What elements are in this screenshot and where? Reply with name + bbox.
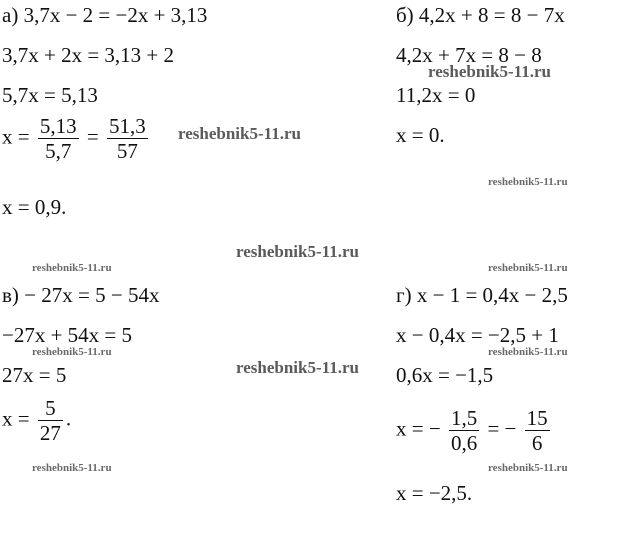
part-g-fraction-2-denominator: 6	[525, 430, 550, 455]
part-a-line-4-equals: =	[86, 124, 99, 149]
part-g-fraction-2-numerator: 15	[526, 406, 548, 430]
watermark: reshebnik5-11.ru	[32, 346, 112, 358]
part-b-line-1: б) 4,2x + 8 = 8 − 7x	[396, 3, 565, 27]
part-g-fraction-2	[525, 406, 550, 455]
part-v-line-4	[2, 396, 71, 445]
part-b-line-2: 4,2x + 7x = 8 − 8	[396, 43, 542, 67]
part-v-fraction-denominator: 27	[39, 421, 61, 445]
part-g-line-5: x = −2,5.	[396, 481, 473, 505]
part-g-line-2: x − 0,4x = −2,5 + 1	[396, 323, 559, 347]
part-g-line-4	[396, 406, 553, 455]
part-a-line-2: 3,7x + 2x = 3,13 + 2	[2, 43, 175, 67]
part-g-fraction-1	[449, 406, 479, 455]
part-b-line-3: 11,2x = 0	[396, 83, 476, 107]
part-g-line-1: г) x − 1 = 0,4x − 2,5	[396, 283, 568, 307]
part-a-line-4-lhs: x =	[2, 124, 30, 149]
part-a-line-5: x = 0,9.	[2, 195, 67, 219]
part-a-fraction-2-numerator: 51,3	[108, 114, 146, 138]
watermark: reshebnik5-11.ru	[488, 462, 568, 474]
part-g-fraction-1-denominator: 0,6	[450, 431, 478, 455]
part-v-fraction-numerator: 5	[45, 396, 56, 420]
part-v-line-3: 27x = 5	[2, 363, 67, 387]
watermark: reshebnik5-11.ru	[178, 124, 301, 143]
part-a-fraction-1	[38, 114, 79, 163]
watermark: reshebnik5-11.ru	[32, 462, 112, 474]
watermark: reshebnik5-11.ru	[236, 358, 359, 377]
part-g-fraction-1-numerator: 1,5	[450, 406, 478, 430]
part-a-fraction-1-denominator: 5,7	[38, 138, 79, 163]
part-v-line-2: −27x + 54x = 5	[2, 323, 133, 347]
part-a-line-3: 5,7x = 5,13	[2, 83, 98, 107]
watermark: reshebnik5-11.ru	[428, 62, 551, 81]
watermark: reshebnik5-11.ru	[488, 262, 568, 274]
part-a-fraction-2	[107, 114, 148, 163]
watermark: reshebnik5-11.ru	[236, 242, 359, 261]
part-a-line-1: а) 3,7x − 2 = −2x + 3,13	[2, 3, 208, 27]
part-b-line-4: x = 0.	[396, 123, 445, 147]
part-a-fraction-1-numerator: 5,13	[39, 114, 77, 138]
part-v-line-4-lhs: x =	[2, 406, 30, 431]
part-a-line-4	[2, 114, 151, 163]
part-g-line-4-equals: = −	[487, 416, 517, 441]
part-v-line-1: в) − 27x = 5 − 54x	[2, 283, 160, 307]
watermark: reshebnik5-11.ru	[488, 176, 568, 188]
part-a-fraction-2-denominator: 57	[107, 138, 148, 163]
watermark: reshebnik5-11.ru	[32, 262, 112, 274]
part-v-fraction	[38, 396, 63, 445]
part-g-line-4-lhs: x = −	[396, 416, 441, 441]
part-v-line-4-period: .	[65, 406, 72, 431]
part-g-line-3: 0,6x = −1,5	[396, 363, 494, 387]
watermark: reshebnik5-11.ru	[488, 346, 568, 358]
